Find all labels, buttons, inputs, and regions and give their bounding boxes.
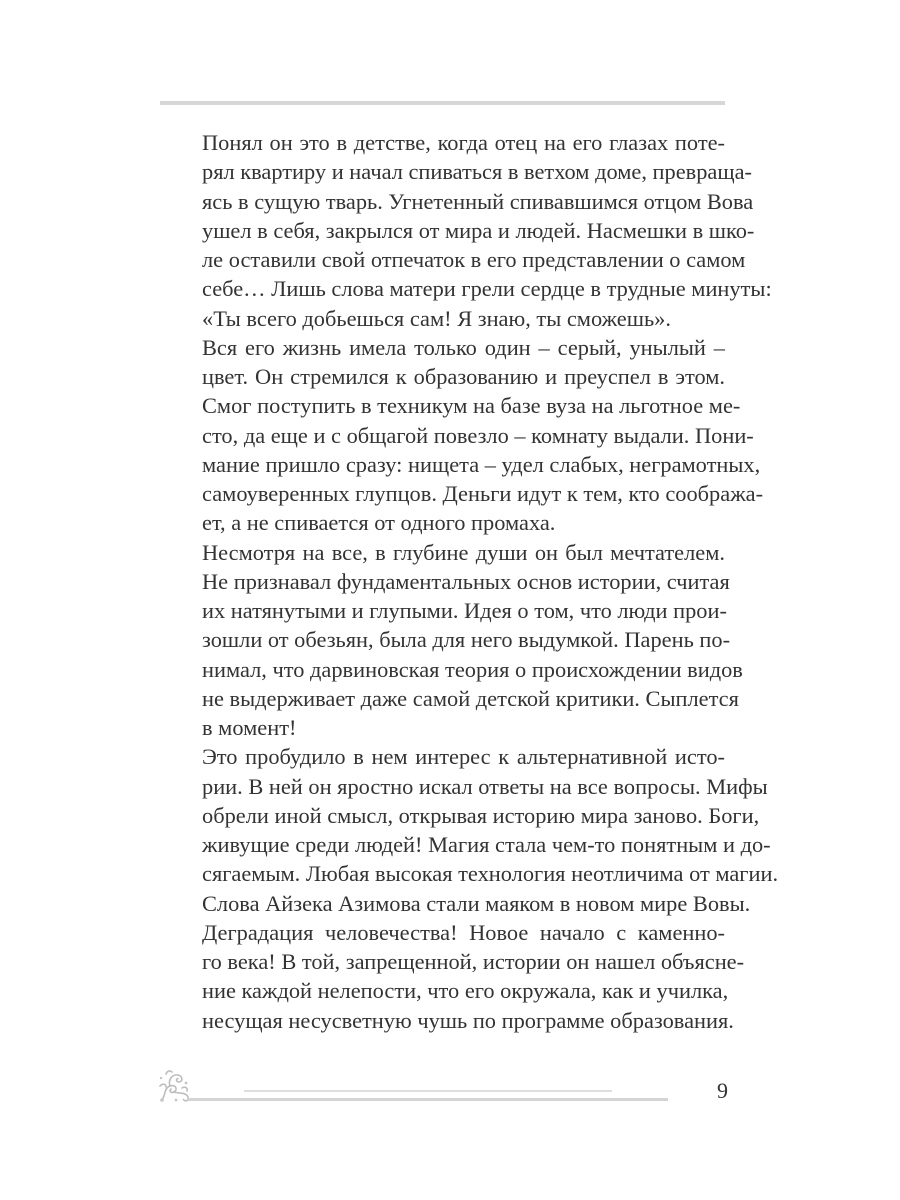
- paragraph-5: [160, 918, 745, 1035]
- paragraph-3: [160, 538, 743, 743]
- text-line: себе… Лишь слова матери грели сердце в трудные минуты:: [202, 276, 772, 302]
- text-line: ние каждой нелепости, что его окружала, как и училка,: [202, 978, 729, 1004]
- text-line: сто, да еще и с общагой повезло – комнату выдали. Пони-: [202, 422, 754, 448]
- text-line: несущая несусветную чушь по программе образования.: [202, 1007, 734, 1033]
- floral-ornament-icon: [156, 1066, 192, 1106]
- text-line: Понял он это в детстве, когда отец на его глазах поте-: [202, 130, 725, 155]
- text-line: цвет. Он стремился к образованию и преуспел в этом.: [202, 364, 725, 389]
- paragraph-2: [160, 333, 764, 538]
- text-line: «Ты всего добьешься сам! Я знаю, ты сможешь».: [202, 305, 671, 331]
- text-line: мание пришло сразу: нищета – удел слабых, неграмотных,: [202, 451, 761, 477]
- body-text: [160, 128, 779, 1035]
- text-line: живущие среди людей! Магия стала чем-то понятным и до-: [202, 832, 771, 857]
- page-number: 9: [717, 1078, 728, 1103]
- text-line: зошли от обезьян, была для него выдумкой. Парень по-: [202, 627, 731, 653]
- text-line: ясь в сущую тварь. Угнетенный спивавшимся отцом Вова: [202, 188, 754, 214]
- text-line: Это пробудило в нем интерес к альтернативной исто-: [202, 744, 725, 770]
- text-line: рии. В ней он яростно искал ответы на все вопросы. Мифы: [202, 773, 768, 799]
- text-line: Смог поступить в техникум на базе вуза на льготное ме-: [202, 393, 741, 419]
- paragraph-4: [160, 742, 779, 918]
- text-line: их натянутыми и глупыми. Идея о том, что люди прои-: [202, 598, 727, 623]
- text-line: Не признавал фундаментальных основ истории, считая: [202, 568, 730, 594]
- text-line: рял квартиру и начал спиваться в ветхом доме, превраща-: [202, 159, 752, 185]
- text-line: ет, а не спивается от одного промаха.: [202, 510, 556, 536]
- text-line: Слова Айзека Азимова стали маяком в новом мире Вовы.: [202, 890, 751, 916]
- text-line: в момент!: [202, 715, 297, 740]
- text-line: ушел в себя, закрылся от мира и людей. Насмешки в шко-: [202, 217, 755, 243]
- footer-rule-upper: [244, 1090, 612, 1092]
- footer-rule-lower: [188, 1098, 668, 1101]
- text-line: сягаемым. Любая высокая технология неотличима от магии.: [202, 861, 779, 887]
- text-line: нимал, что дарвиновская теория о происхождении видов: [202, 656, 743, 682]
- text-line: не выдерживает даже самой детской критики. Сыплется: [202, 685, 739, 711]
- text-line: Вся его жизнь имела только один – серый, унылый –: [202, 334, 725, 360]
- text-line: го века! В той, запрещенной, истории он нашел объясне-: [202, 949, 745, 974]
- text-line: ле оставили свой отпечаток в его представлении о самом: [202, 247, 746, 272]
- header-rule: [160, 101, 725, 105]
- text-line: самоуверенных глупцов. Деньги идут к тем, кто сообража-: [202, 481, 764, 506]
- text-line: обрели иной смысл, открывая историю мира заново. Боги,: [202, 802, 760, 828]
- paragraph-1: [160, 128, 772, 333]
- text-line: Несмотря на все, в глубине души он был мечтателем.: [202, 539, 725, 565]
- text-line: Деградация человечества! Новое начало с каменно-: [202, 919, 725, 945]
